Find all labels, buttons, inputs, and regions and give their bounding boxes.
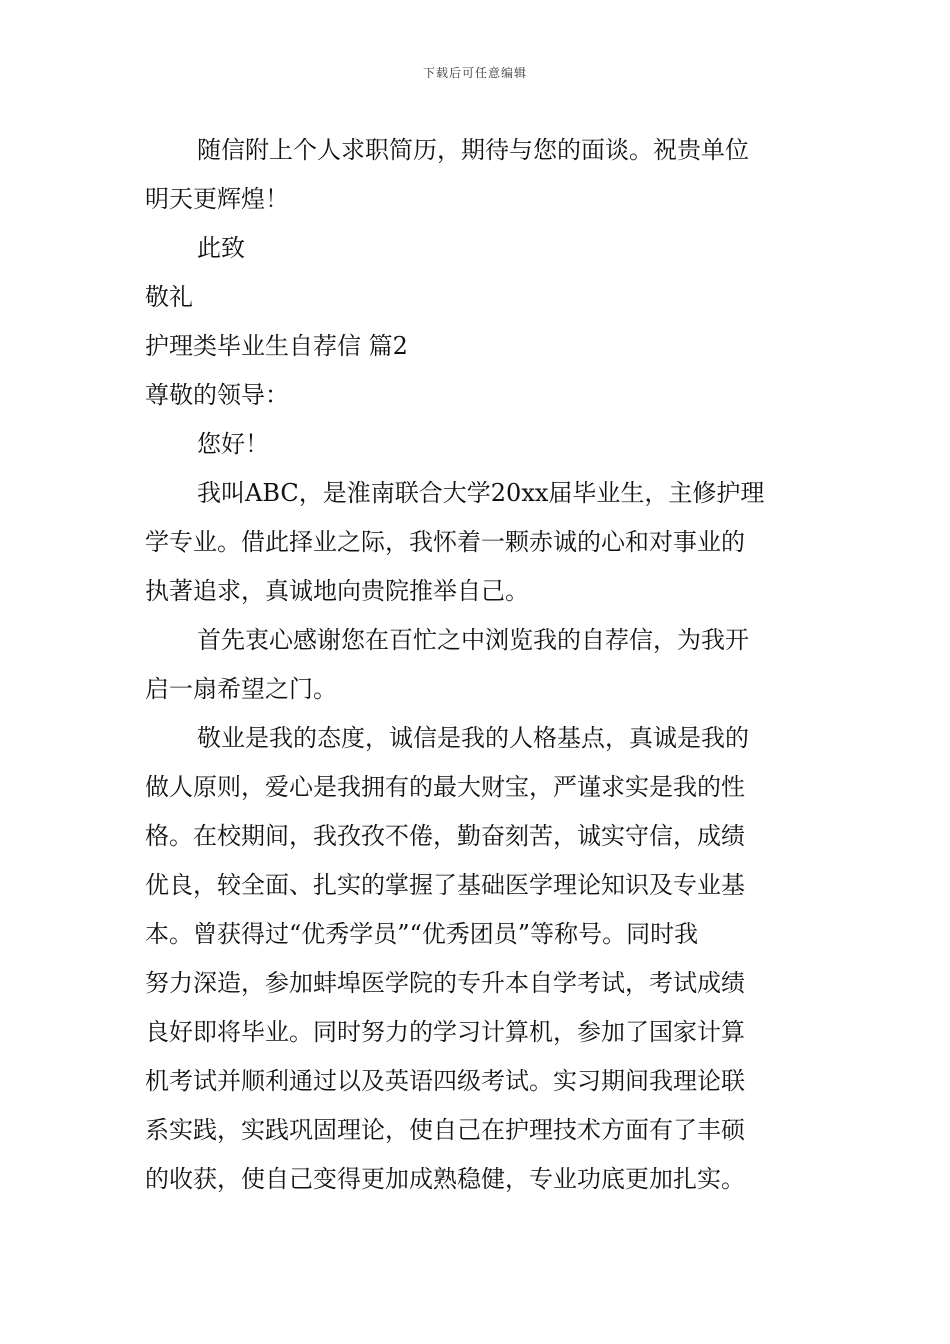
text-line: 优良，较全面、扎实的掌握了基础医学理论知识及专业基 [145, 871, 745, 899]
text-line: 随信附上个人求职简历，期待与您的面谈。祝贵单位 [197, 136, 749, 164]
text-line: 系实践，实践巩固理论，使自己在护理技术方面有了丰硕 [145, 1116, 745, 1144]
text-line: 本。曾获得过“优秀学员”“优秀团员”等称号。同时我 [145, 920, 699, 948]
closing-salutation: 此致 [197, 234, 245, 262]
letter-body [145, 126, 807, 1204]
text-line: 的收获，使自己变得更加成熟稳健，专业功底更加扎实。 [145, 1165, 745, 1193]
greeting: 您好！ [197, 430, 269, 458]
text-line: 学专业。借此择业之际，我怀着一颗赤诚的心和对事业的 [145, 528, 745, 556]
text-line: 努力深造，参加蚌埠医学院的专升本自学考试，考试成绩 [145, 969, 745, 997]
text-line: 明天更辉煌！ [145, 185, 289, 213]
text-line: 首先衷心感谢您在百忙之中浏览我的自荐信，为我开 [197, 626, 749, 654]
text-line: 敬业是我的态度，诚信是我的人格基点，真诚是我的 [197, 724, 749, 752]
text-line: 做人原则，爱心是我拥有的最大财宝，严谨求实是我的性 [145, 773, 745, 801]
text-line: 良好即将毕业。同时努力的学习计算机，参加了国家计算 [145, 1018, 745, 1046]
text-line: 执著追求，真诚地向贵院推举自己。 [145, 577, 529, 605]
closing-regards: 敬礼 [145, 283, 193, 311]
text-line: 格。在校期间，我孜孜不倦，勤奋刻苦，诚实守信，成绩 [145, 822, 745, 850]
greeting-addressee: 尊敬的领导： [145, 381, 289, 409]
text-line: 机考试并顺利通过以及英语四级考试。实习期间我理论联 [145, 1067, 745, 1095]
page-header-note: 下载后可任意编辑 [422, 66, 527, 80]
text-line: 启一扇希望之门。 [145, 675, 337, 703]
section-title: 护理类毕业生自荐信 篇2 [145, 332, 408, 360]
text-line: 我叫ABC，是淮南联合大学20xx届毕业生，主修护理 [197, 479, 765, 507]
